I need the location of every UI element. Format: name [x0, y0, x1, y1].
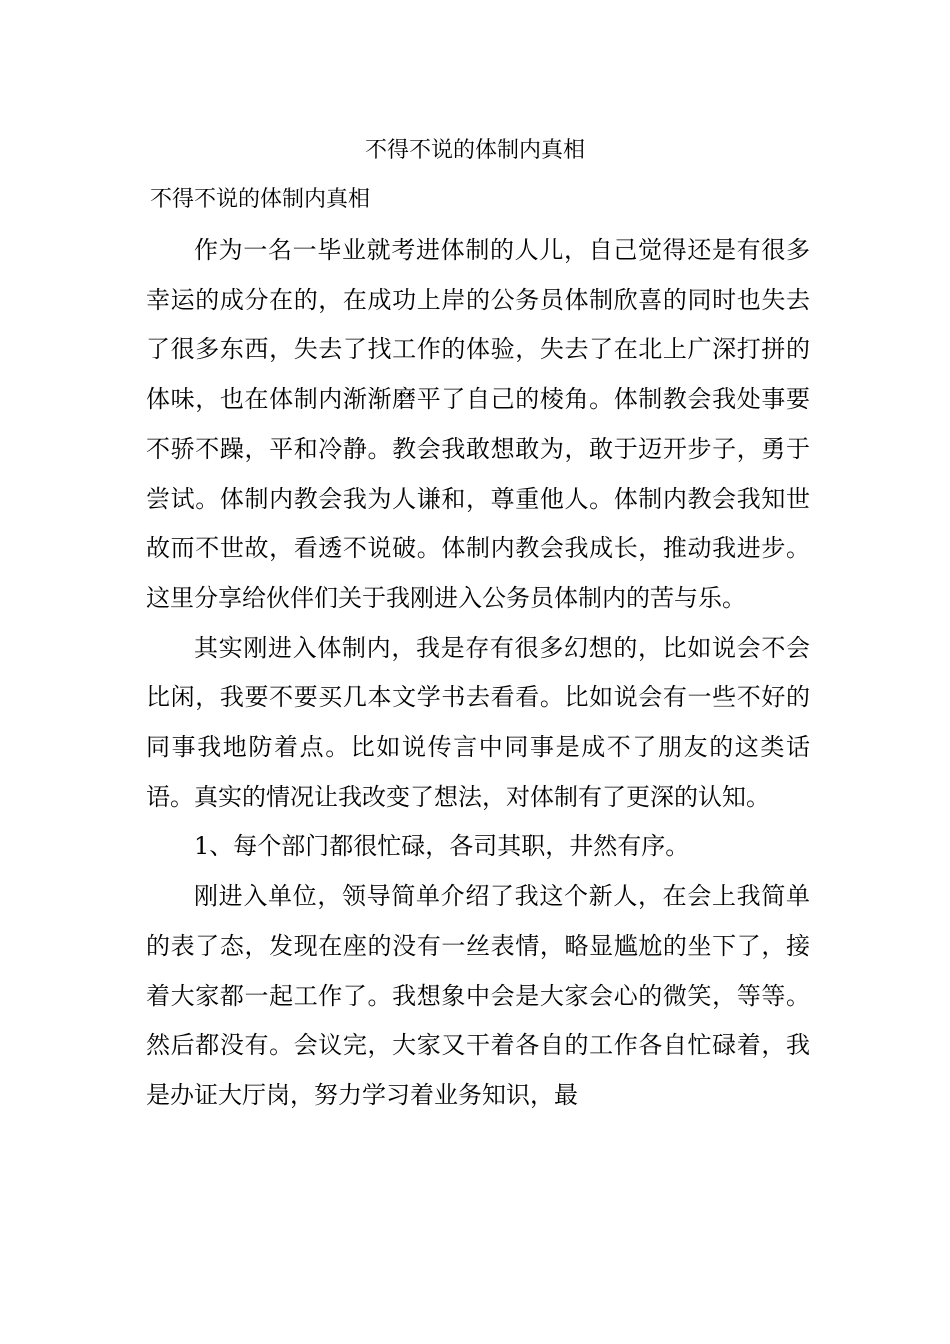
paragraph-first-day: 刚进入单位，领导简单介绍了我这个新人，在会上我简单的表了态，发现在座的没有一丝表情，略显尴尬的坐下了，接着大家都一起工作了。我想象中会是大家会心的微笑，等等。然后都没有。会议完，大家又干着各自的工作各自忙碌着，我是办证大厅岗，努力学习着业务知识，最: [146, 882, 810, 1109]
document-title: 不得不说的体制内真相: [364, 138, 585, 163]
paragraph-expectations: 其实刚进入体制内，我是存有很多幻想的，比如说会不会比闲，我要不要买几本文学书去看看。比如说会有一些不好的同事我地防着点。比如说传言中同事是成不了朋友的这类话语。真实的情况让我改变了想法，对体制有了更深的认知。: [146, 633, 810, 811]
document-subtitle: 不得不说的体制内真相: [150, 187, 371, 212]
section-heading-1: 1、每个部门都很忙碌，各司其职，井然有序。: [194, 832, 690, 861]
paragraph-intro: 作为一名一毕业就考进体制的人儿，自己觉得还是有很多幸运的成分在的，在成功上岸的公务员体制欣喜的同时也失去了很多东西，失去了找工作的体验，失去了在北上广深打拼的体味，也在体制内渐渐磨平了自己的棱角。体制教会我处事要不骄不躁，平和冷静。教会我敢想敢为，敢于迈开步子，勇于尝试。体制内教会我为人谦和，尊重他人。体制内教会我知世故而不世故，看透不说破。体制内教会我成长，推动我进步。这里分享给伙伴们关于我刚进入公务员体制内的苦与乐。: [146, 236, 810, 612]
document-body: [146, 226, 810, 1121]
